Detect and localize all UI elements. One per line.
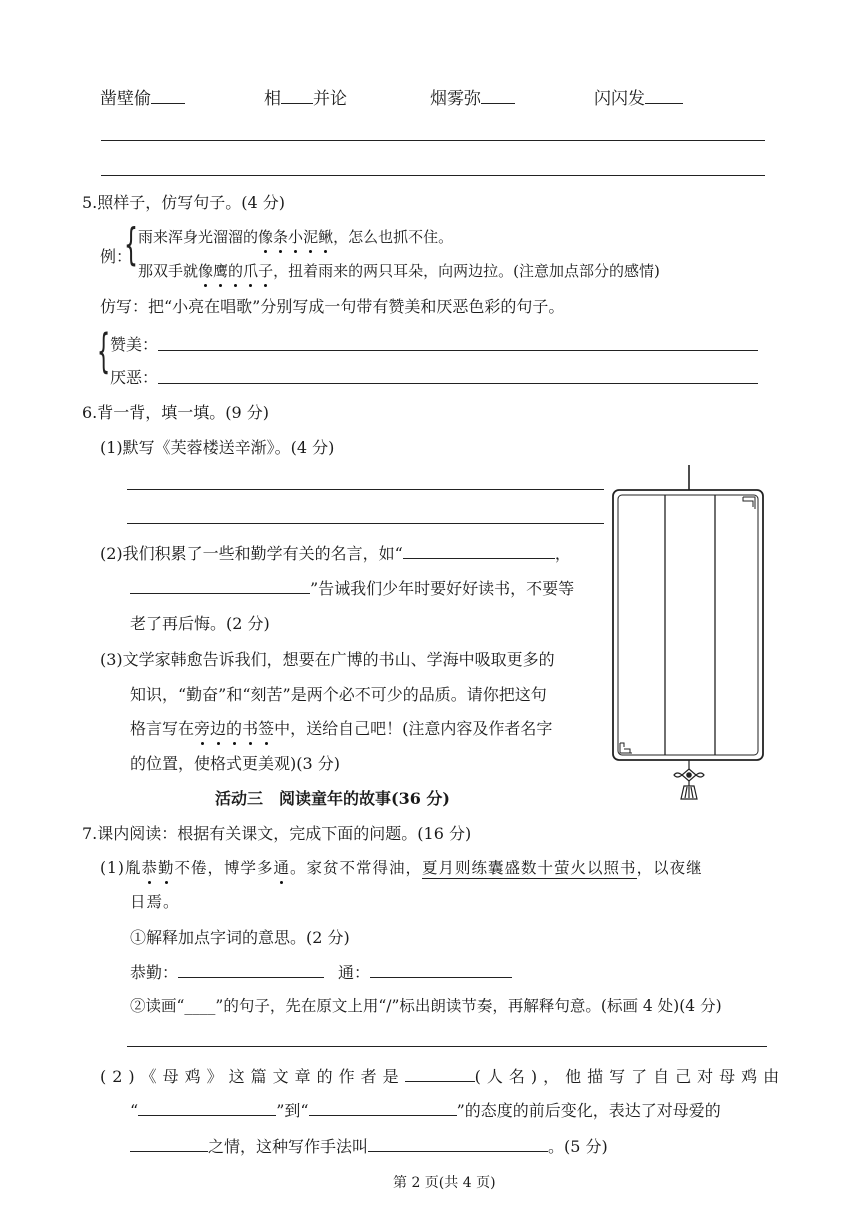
example2-text-a: 那双手就 <box>138 262 199 280</box>
q5-title: 5.照样子，仿写句子。(4 分) <box>82 193 286 212</box>
dotted-char: 条 <box>273 228 289 246</box>
q7-passage-b: 不倦，博学多 <box>174 859 274 877</box>
gongqin-label: 恭勤： <box>130 963 179 982</box>
q7-sub1: ①解释加点字词的意思。(2 分) <box>130 928 350 947</box>
q6-part3-line1: (3)文学家韩愈告诉我们，想要在广博的书山、学海中吸取更多的 <box>100 650 555 669</box>
idiom-2-blank[interactable] <box>281 103 313 104</box>
example-brace: { <box>124 219 138 270</box>
dislike-label: 厌恶： <box>110 368 159 387</box>
tassel-icon <box>674 760 704 799</box>
q5-example-label: 例： <box>100 247 133 266</box>
technique-blank[interactable] <box>368 1151 548 1152</box>
idiom-1-text: 凿壁偷 <box>100 89 151 109</box>
dotted-char: 爪 <box>243 262 259 280</box>
q7-passage-d: ，以夜继 <box>636 859 703 877</box>
gongqin-blank[interactable] <box>178 977 324 978</box>
dotted-char: 的 <box>226 716 242 739</box>
q7-passage-c: 。家贫不常得油， <box>290 859 423 877</box>
dotted-char: 恭 <box>141 856 158 878</box>
q7-p2-text-d: ”到“ <box>276 1101 309 1120</box>
dotted-char: 鳅 <box>318 228 334 246</box>
q7-passage-a: (1)胤 <box>100 859 142 877</box>
dotted-char: 泥 <box>303 228 319 246</box>
praise-label: 赞美： <box>110 335 159 354</box>
q7-p2-text-f: 之情，这种写作手法叫 <box>208 1137 369 1156</box>
q7-part2-line3 <box>130 1134 608 1157</box>
answer-line[interactable] <box>127 1046 767 1047</box>
feeling-blank[interactable] <box>130 1151 208 1152</box>
q7-title: 7.课内阅读：根据有关课文，完成下面的问题。(16 分) <box>82 824 472 843</box>
idiom-2-text-a: 相 <box>264 89 281 109</box>
idiom-3 <box>430 84 515 109</box>
dotted-char: 像 <box>258 228 274 246</box>
q6-part3-line4: 的位置，使格式更美观)(3 分) <box>130 754 340 773</box>
poem-line[interactable] <box>127 523 604 524</box>
praise-line[interactable] <box>158 350 758 351</box>
quote-blank-1[interactable] <box>403 558 555 559</box>
example1-text-a: 雨来浑身光溜溜的 <box>138 228 259 246</box>
example2-text-b: ，扭着雨来的两只耳朵，向两边拉。(注意加点部分的感情) <box>273 262 660 280</box>
q6-part2-line2 <box>130 576 574 599</box>
answer-line[interactable] <box>101 175 765 176</box>
q6-part2-line3: 老了再后悔。(2 分) <box>130 614 270 633</box>
dotted-char: 旁 <box>194 716 210 739</box>
dotted-char: 鹰 <box>213 262 229 280</box>
poem-line[interactable] <box>127 489 604 490</box>
page-number: 第 2 页(共 4 页) <box>393 1175 496 1191</box>
q6-title: 6.背一背，填一填。(9 分) <box>82 403 270 422</box>
q7-part1-line1 <box>100 856 703 878</box>
example1-text-b: ，怎么也抓不住。 <box>333 228 454 246</box>
dotted-char: 小 <box>288 228 304 246</box>
bookmark-inner-border <box>618 495 758 755</box>
idiom-1 <box>100 84 185 109</box>
dotted-char: 通 <box>274 856 291 878</box>
tong-label: 通： <box>338 963 371 982</box>
corner-ornament-icon <box>620 497 755 753</box>
dotted-char: 书 <box>242 716 258 739</box>
attitude-blank-2[interactable] <box>309 1115 457 1116</box>
idiom-2-text-b: 并论 <box>313 89 347 109</box>
q6-p2-text-a: (2)我们积累了一些和勤学有关的名言，如“ <box>100 544 403 563</box>
idiom-4-text: 闪闪发 <box>594 89 645 109</box>
q7-p2-text-c: “ <box>130 1101 139 1120</box>
activity-three-heading: 活动三 阅读童年的故事(36 分) <box>215 789 450 808</box>
idiom-3-blank[interactable] <box>481 103 515 104</box>
author-blank[interactable] <box>405 1081 475 1082</box>
underlined-sentence[interactable]: 夏月则练囊盛数十萤火以照书 <box>422 859 637 877</box>
q6-part1: (1)默写《芙蓉楼送辛渐》。(4 分) <box>100 438 335 457</box>
quote-blank-2[interactable] <box>130 593 310 594</box>
bookmark-outer-border <box>613 490 763 760</box>
bookmark-illustration[interactable] <box>610 465 770 805</box>
dotted-char: 边 <box>210 716 226 739</box>
idiom-2 <box>264 84 347 109</box>
answer-line[interactable] <box>101 140 765 141</box>
q6-part2-line1 <box>100 541 571 564</box>
q6-p3-text-b: 中，送给自己吧！(注意内容及作者名字 <box>274 719 553 738</box>
q7-part2-line2 <box>130 1098 721 1121</box>
dotted-char: 签 <box>258 716 274 739</box>
q5-example-line2 <box>138 260 660 281</box>
q6-p2-text-c: ”告诫我们少年时要好好读书，不要等 <box>310 579 575 598</box>
q6-part3-line3 <box>130 716 552 739</box>
dotted-char: 的 <box>228 262 244 280</box>
q7-gongqin-row <box>130 960 324 983</box>
q6-p3-text-a: 格言写在 <box>130 719 195 738</box>
idiom-1-blank[interactable] <box>151 103 185 104</box>
q7-part2-line1 <box>100 1064 785 1087</box>
q7-p2-text-g: 。(5 分) <box>548 1137 608 1156</box>
dislike-line[interactable] <box>158 383 758 384</box>
dotted-char: 勤 <box>158 856 175 878</box>
idiom-4-blank[interactable] <box>645 103 683 104</box>
q7-sub2: ②读画“____”的句子，先在原文上用“/”标出朗读节奏，再解释句意。(标画 4 处)(4 分) <box>130 997 722 1015</box>
q5-example-line1 <box>138 226 453 247</box>
attitude-blank-1[interactable] <box>138 1115 276 1116</box>
dotted-char: 子 <box>258 262 274 280</box>
q6-part3-line2: 知识，“勤奋”和“刻苦”是两个必不可少的品质。请你把这句 <box>130 685 547 704</box>
q5-instruction: 仿写：把“小亮在唱歌”分别写成一句带有赞美和厌恶色彩的句子。 <box>100 297 565 316</box>
q7-part1-line2: 日焉。 <box>130 893 180 911</box>
q7-p2-text-e: ”的态度的前后变化，表达了对母爱的 <box>456 1101 721 1120</box>
tong-blank[interactable] <box>370 977 512 978</box>
q7-p2-text-b: (人名)，他描写了自己对母鸡由 <box>474 1067 786 1086</box>
q7-p2-text-a: (2)《母鸡》这篇文章的作者是 <box>100 1067 405 1086</box>
idiom-3-text: 烟雾弥 <box>430 89 481 109</box>
dotted-char: 像 <box>198 262 214 280</box>
idiom-4 <box>594 84 683 109</box>
q7-tong-row <box>338 960 512 983</box>
praise-dislike-brace: { <box>97 324 111 378</box>
q6-p2-text-b: ， <box>554 544 571 563</box>
